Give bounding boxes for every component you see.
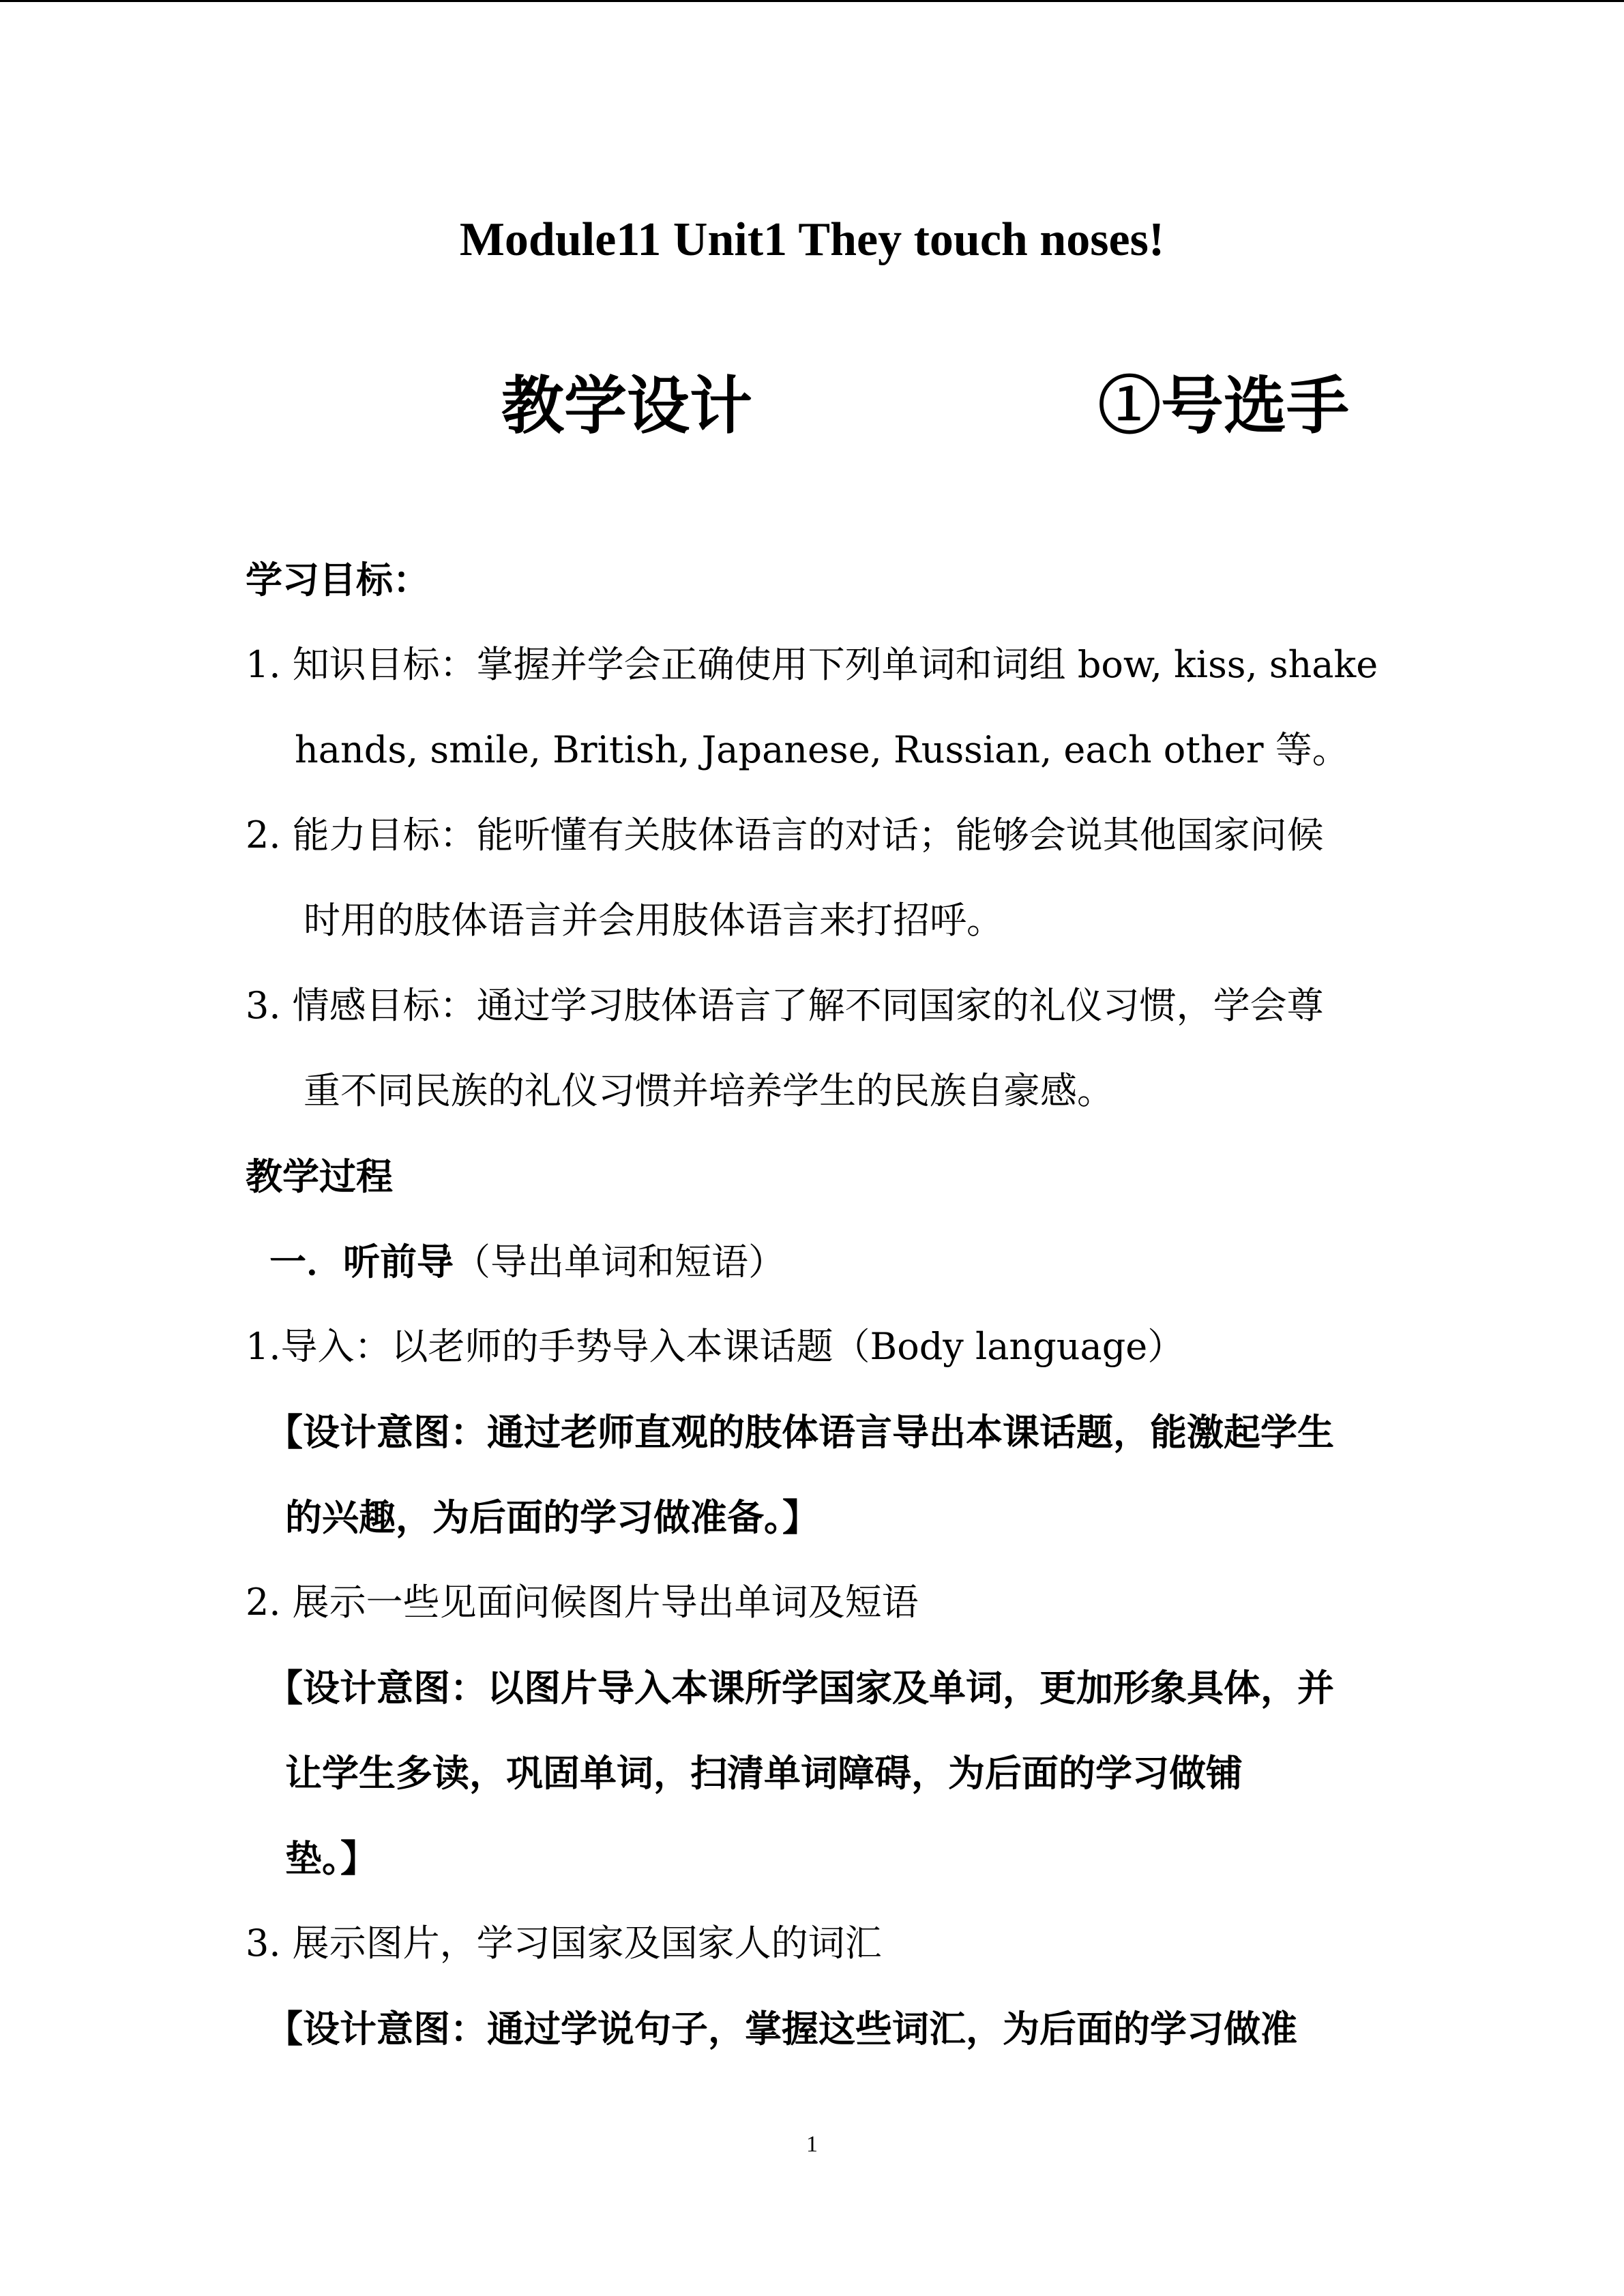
section-pre-listening-label: 一．听前导 (269, 1240, 454, 1283)
objectives-heading: 学习目标： (246, 558, 430, 601)
page-top-border (0, 0, 1624, 2)
step-1-intent-line1: 【设计意图：通过老师直观的肢体语言导出本课话题，能激起学生 (266, 1410, 1334, 1454)
document-title-cn: 教学设计 (501, 369, 753, 443)
page-number: 1 (806, 2132, 818, 2157)
document-title-en: Module11 Unit1 They touch noses! (459, 213, 1165, 266)
contestant-label: ①号选手 (1098, 369, 1350, 443)
step-2-intent-line1: 【设计意图：以图片导入本课所学国家及单词，更加形象具体，并 (266, 1666, 1334, 1710)
section-pre-listening-note: （导出单词和短语） (454, 1240, 785, 1283)
step-2-intent-line2: 让学生多读，巩固单词，扫清单词障碍，为后面的学习做铺 (285, 1751, 1243, 1795)
objective-ability-line1: 2. 能力目标：能听懂有关肢体语言的对话；能够会说其他国家问候 (246, 814, 1324, 856)
step-2-text: 2. 展示一些见面问候图片导出单词及短语 (246, 1581, 919, 1624)
objective-knowledge-line2: hands, smile, British, Japanese, Russian, each other 等。 (295, 728, 1349, 771)
objective-ability-line2: 时用的肢体语言并会用肢体语言来打招呼。 (304, 899, 1003, 942)
step-3-intent-line1: 【设计意图：通过学说句子，掌握这些词汇，为后面的学习做准 (266, 2007, 1297, 2051)
section-pre-listening (269, 1240, 785, 1284)
process-heading: 教学过程 (246, 1154, 393, 1198)
objective-knowledge-line1: 1. 知识目标：掌握并学会正确使用下列单词和词组 bow, kiss, shake (246, 643, 1378, 686)
objective-emotion-line1: 3. 情感目标：通过学习肢体语言了解不同国家的礼仪习惯，学会尊 (246, 984, 1324, 1027)
objective-emotion-line2: 重不同民族的礼仪习惯并培养学生的民族自豪感。 (304, 1069, 1114, 1112)
step-2-intent-line3: 垫。】 (285, 1836, 377, 1880)
step-1-text: 1.导入：以老师的手势导入本课话题（Body language） (246, 1325, 1185, 1368)
step-1-intent-line2: 的兴趣，为后面的学习做准备。】 (285, 1495, 819, 1539)
step-3-text: 3. 展示图片，学习国家及国家人的词汇 (246, 1922, 882, 1965)
